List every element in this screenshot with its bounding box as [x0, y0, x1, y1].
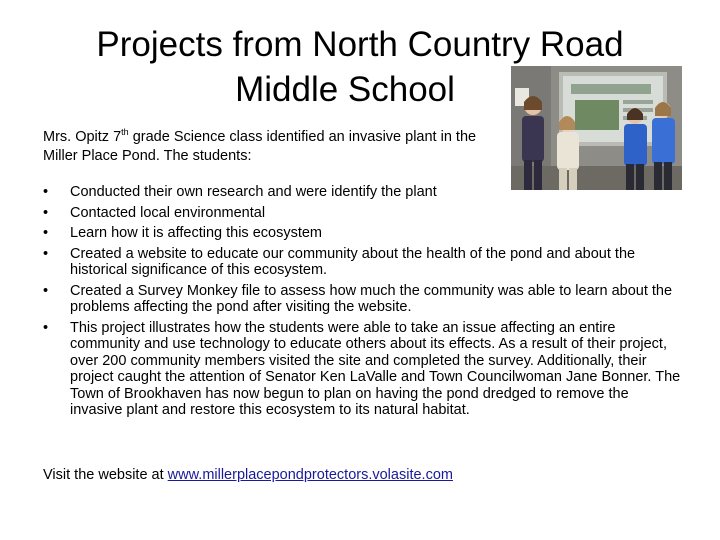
bullet-text: Created a Survey Monkey file to assess how much the community was able to learn about the problems affecting the pond after visiting the website.: [70, 282, 673, 315]
intro-text-start: Mrs. Opitz 7: [43, 129, 122, 145]
bullet-text: Created a website to educate our community about the health of the pond and about the historical significance of this ecosystem.: [70, 245, 636, 278]
bullet-text: Learn how it is affecting this ecosystem: [70, 225, 322, 241]
list-item: [43, 283, 683, 316]
bullet-list: [43, 184, 683, 423]
bullet-text: Conducted their own research and were identify the plant: [70, 184, 437, 200]
intro-paragraph: [43, 128, 513, 165]
bullet-text: This project illustrates how the students were able to take an issue affecting an entire community and use technology to educate others about its effects. As a result of their project, over 200 community members visited the site and completed the survey. Additionally, their project caught the attention of Senator Ken LaValle and Town Councilwoman Jane Bonner. The Town of Brookhaven has now begun to plan on having the pond dredged to remove the invasive plant and restore this ecosystem to its natural habitat.: [70, 319, 681, 418]
list-item: [43, 225, 683, 242]
intro-superscript: th: [121, 127, 129, 138]
bullet-text: Contacted local environmental: [70, 204, 266, 221]
bullet-marker: •: [43, 204, 49, 221]
bullet-marker: •: [43, 225, 49, 241]
bullet-marker: •: [43, 282, 49, 299]
bullet-marker: •: [43, 184, 49, 200]
visit-label: Visit the website at: [43, 467, 168, 483]
class-photo-illustration: [511, 66, 682, 190]
bullet-marker: •: [43, 319, 49, 336]
list-item: [43, 246, 683, 279]
class-photo: [511, 66, 682, 190]
title-line-2: Middle School: [235, 70, 455, 109]
website-link[interactable]: www.millerplacepondprotectors.volasite.com: [167, 467, 453, 483]
list-item: [43, 320, 683, 419]
list-item: [43, 205, 683, 222]
title-line-1: Projects from North Country Road: [96, 25, 624, 64]
visit-line: [43, 466, 453, 484]
bullet-marker: •: [43, 245, 49, 262]
intro-text-end: grade Science class identified an invasive plant in the Miller Place Pond. The students:: [43, 129, 477, 164]
list-item: [43, 184, 683, 201]
